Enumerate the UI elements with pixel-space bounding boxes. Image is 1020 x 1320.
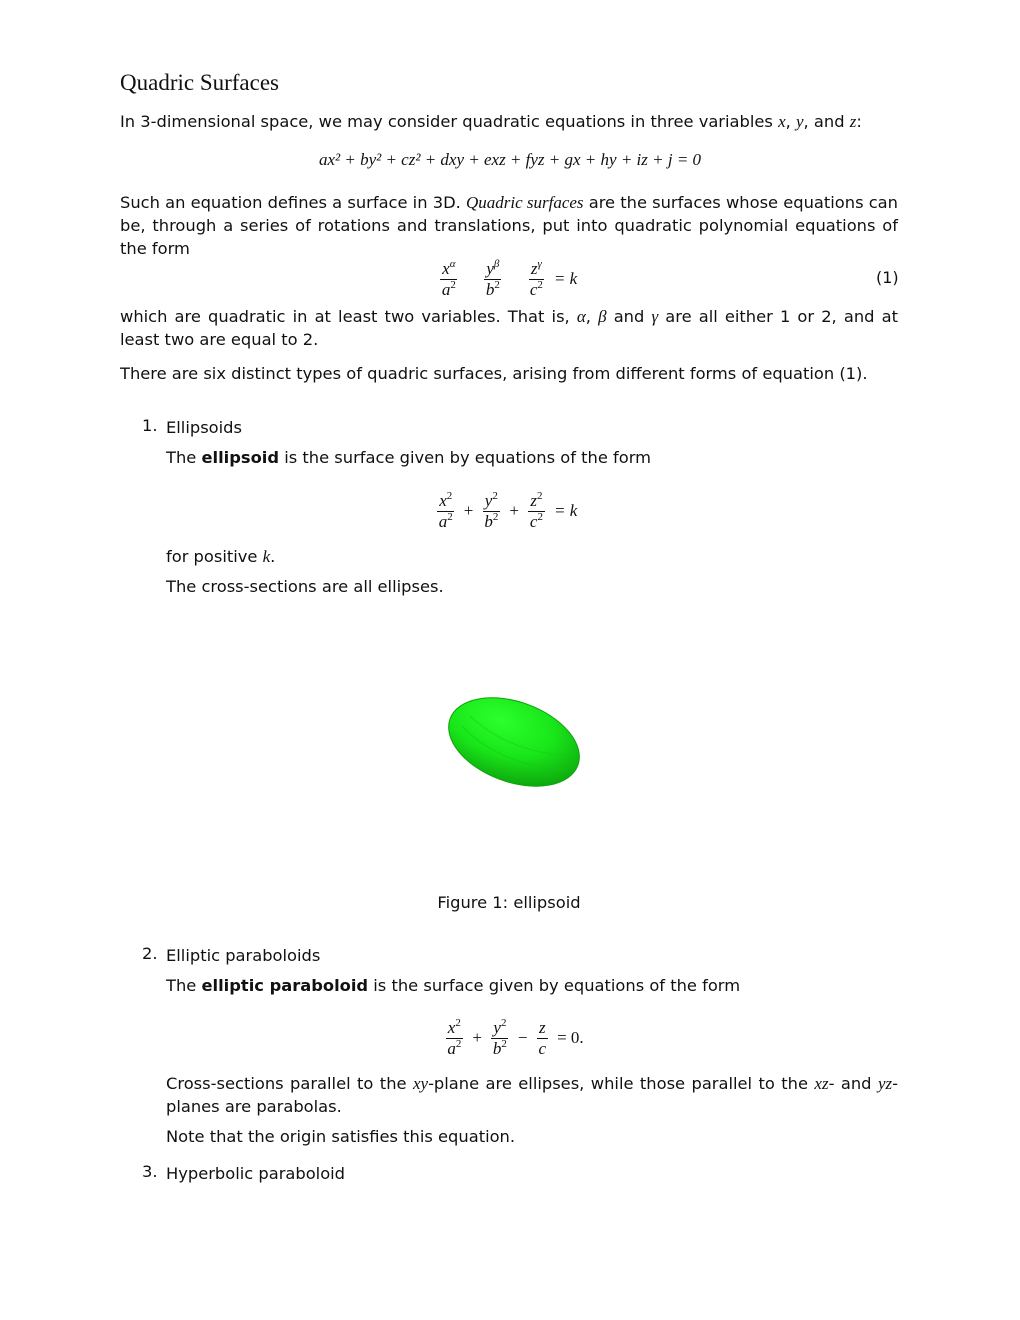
comma: ,	[803, 112, 809, 131]
figure-1-caption: Figure 1: ellipsoid	[437, 893, 581, 912]
ellipsoid-image	[440, 696, 590, 792]
colon: :	[856, 112, 862, 131]
var-y: y	[795, 112, 804, 131]
general-equation	[120, 150, 900, 170]
elliptic-paraboloid-note: Note that the origin satisfies this equation.	[166, 1127, 516, 1146]
var-z: z	[849, 112, 857, 131]
para3-pre: which are quadratic in at least two variables. That is,	[120, 307, 570, 326]
ellipsoid-equation: $\frac{x^2}{a^2}$ + $\frac{y^2}{b^2}$ + $\frac{z^2}{c^2}$ = k	[438, 489, 578, 531]
ellipsoid-note-positive-k: for positive k.	[166, 547, 276, 566]
page-title: Quadric Surfaces	[120, 70, 280, 95]
intro-text: In 3-dimensional space, we may consider quadratic equations in three variables	[120, 112, 773, 131]
elliptic-paraboloid-term: elliptic paraboloid	[201, 976, 369, 995]
fraction-x-alpha: $\frac{x^\alpha}{a^2}$	[441, 257, 456, 299]
equation-1-label: (1)	[876, 268, 899, 287]
elliptic-paraboloid-description: The elliptic paraboloid is the surface given by equations of the form	[166, 976, 741, 995]
comma: ,	[785, 112, 791, 131]
ellipsoid-note-cross-sections: The cross-sections are all ellipses.	[166, 577, 444, 596]
item-title-hyperbolic-paraboloid: Hyperbolic paraboloid	[166, 1164, 346, 1183]
general-equation-text: ax² + by² + cz² + dxy + exz + fyz + gx + hy + iz + j = 0	[318, 150, 702, 169]
var-x: x	[778, 112, 786, 131]
fraction-y-beta: $\frac{y^\beta}{b^2}$	[485, 257, 500, 299]
list-number-3: 3.	[142, 1162, 158, 1181]
equation-1	[120, 256, 900, 302]
para2-post: are the surfaces whose equations can be, through a series of rotations and translations, put into quadratic polynomial equations of the form	[120, 193, 898, 258]
para2-pre: Such an equation defines a surface in 3D.	[120, 193, 461, 212]
ellipsoid-figure	[440, 696, 590, 792]
quadric-surfaces-term: Quadric surfaces	[465, 193, 584, 212]
and-word: and	[813, 112, 845, 131]
ellipsoid-term: ellipsoid	[201, 448, 280, 467]
item-title-ellipsoids: Ellipsoids	[166, 418, 242, 437]
list-number-1: 1.	[142, 416, 158, 435]
elliptic-paraboloid-cross-sections: Cross-sections parallel to the xy-plane are ellipses, while those parallel to the xz- and yz-planes are parabolas.	[166, 1074, 898, 1116]
variables-paragraph: which are quadratic in at least two variables. That is, α, β and γ are all either 1 or 2, and at least two are equal to 2.	[120, 307, 898, 349]
list-number-2: 2.	[142, 944, 158, 963]
ellipsoid-description: The ellipsoid is the surface given by equations of the form	[166, 448, 652, 467]
para3-post: are all either 1 or 2, and at least two are equal to 2.	[120, 307, 898, 349]
intro-paragraph	[120, 110, 910, 133]
fraction-z-gamma: $\frac{z^\gamma}{c^2}$	[529, 257, 543, 299]
item-title-elliptic-paraboloids: Elliptic paraboloids	[166, 946, 321, 965]
quadric-definition-paragraph	[120, 191, 898, 260]
elliptic-paraboloid-equation: $\frac{x^2}{a^2}$ + $\frac{y^2}{b^2}$ − $\frac{z}{c}$ = 0.	[447, 1016, 584, 1058]
equation-1-rhs: = k	[553, 269, 578, 288]
six-types-paragraph: There are six distinct types of quadric surfaces, arising from different forms of equation (1).	[120, 364, 868, 383]
